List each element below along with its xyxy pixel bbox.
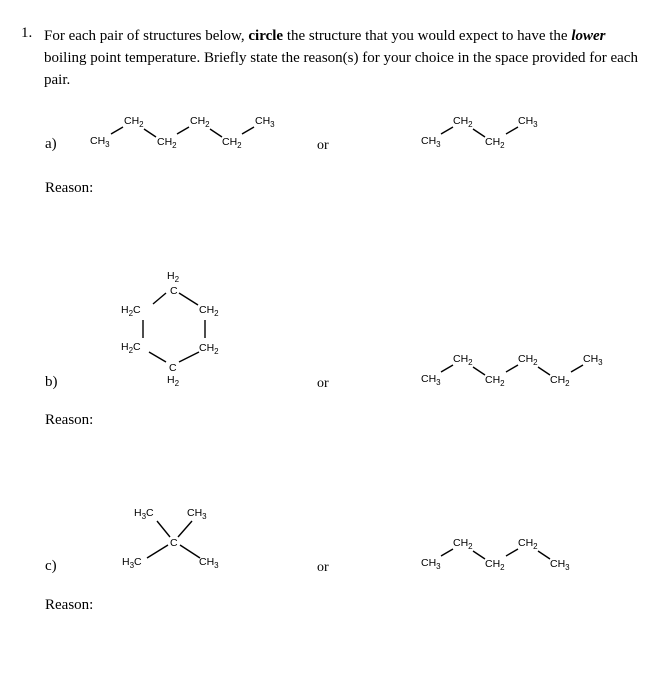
question-text-2: the structure that you would expect to have the — [283, 28, 572, 44]
question-bold-circle: circle — [248, 28, 284, 44]
group-ch2: $CH_2$ — [199, 304, 219, 318]
part-b-label: b) — [45, 374, 58, 390]
part-b-or: or — [317, 376, 329, 391]
group-ch2: $CH_2$ — [550, 374, 570, 388]
group-ch3: $CH_3$ — [518, 115, 538, 129]
group-ch2: $CH_2$ — [190, 115, 210, 129]
group-ch2: $CH_2$ — [199, 342, 219, 356]
group-ch2: $CH_2$ — [485, 374, 505, 388]
group-c: C — [170, 537, 178, 549]
question-text-1: For each pair of structures below, — [44, 28, 249, 44]
structure-b-cyclohexane — [121, 270, 219, 388]
group-h2: $H_2$ — [167, 374, 180, 388]
group-ch2: $CH_2$ — [453, 115, 473, 129]
group-ch2: $CH_2$ — [157, 136, 177, 150]
structure-c-pentane — [421, 537, 570, 572]
part-a-reason: Reason: — [45, 180, 94, 196]
part-c-or: or — [317, 560, 329, 575]
part-b-reason: Reason: — [45, 412, 94, 428]
group-ch3: $CH_3$ — [199, 556, 219, 570]
group-ch2: $CH_2$ — [453, 353, 473, 367]
group-h3c: $H_3C$ — [122, 556, 142, 570]
part-c-reason: Reason: — [45, 597, 94, 613]
structure-a-butane — [421, 115, 538, 150]
group-ch2: $CH_2$ — [222, 136, 242, 150]
question-number: 1. — [21, 25, 33, 41]
part-a-label: a) — [45, 136, 57, 152]
group-h2c: $H_2C$ — [121, 304, 141, 318]
group-h2c: $H_2C$ — [121, 341, 141, 355]
question-bold-lower: lower — [571, 28, 606, 44]
part-c-label: c) — [45, 558, 57, 574]
group-h3c: $H_3C$ — [134, 507, 154, 521]
group-h2: $H_2$ — [167, 270, 180, 284]
group-ch3: $CH_3$ — [187, 507, 207, 521]
group-ch3: $CH_3$ — [421, 373, 441, 387]
group-ch2: $CH_2$ — [518, 353, 538, 367]
group-ch2: $CH_2$ — [453, 537, 473, 551]
group-ch3: $CH_3$ — [90, 135, 110, 149]
structure-a-heptane — [90, 115, 275, 150]
group-ch3: $CH_3$ — [550, 558, 570, 572]
structure-b-hexane — [421, 353, 603, 388]
group-ch3: $CH_3$ — [421, 557, 441, 571]
group-ch2: $CH_2$ — [518, 537, 538, 551]
group-ch2: $CH_2$ — [485, 558, 505, 572]
group-ch3: $CH_3$ — [255, 115, 275, 129]
part-a-or: or — [317, 138, 329, 153]
group-c: C — [170, 285, 178, 297]
group-ch3: $CH_3$ — [421, 135, 441, 149]
group-ch2: $CH_2$ — [124, 115, 144, 129]
group-ch2: $CH_2$ — [485, 136, 505, 150]
group-c: C — [169, 362, 177, 374]
group-ch3: $CH_3$ — [583, 353, 603, 367]
structure-c-neopentane — [122, 507, 219, 570]
question-text-3: boiling point temperature. Briefly state the reason(s) for your choice in the space provided for each pair. — [44, 50, 638, 88]
